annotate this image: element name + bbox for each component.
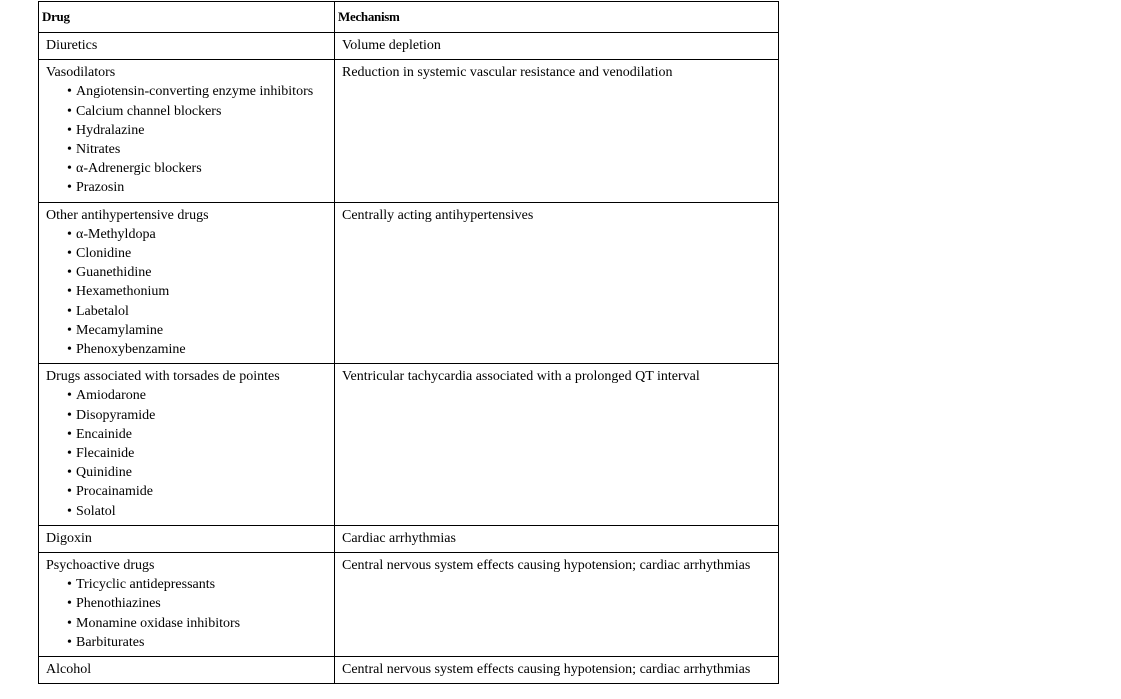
drug-name: Quinidine (76, 465, 132, 481)
drug-list (46, 82, 334, 197)
table-row (39, 525, 779, 552)
drug-list-item (67, 633, 334, 652)
mechanism-text: Ventricular tachycardia associated with a prolonged QT interval (342, 369, 700, 385)
drug-cell (39, 60, 335, 202)
drug-category-name: Vasodilators (46, 65, 116, 81)
drug-cell (39, 525, 335, 552)
mechanism-cell (335, 33, 779, 60)
drug-list-item (67, 82, 334, 101)
bullet-icon: • (67, 446, 72, 462)
bullet-icon: • (67, 142, 72, 158)
bullet-icon: • (67, 122, 72, 138)
drug-category-name: Diuretics (46, 38, 98, 53)
mechanism-cell (335, 525, 779, 552)
bullet-icon: • (67, 226, 72, 242)
mechanism-text: Central nervous system effects causing hypotension; cardiac arrhythmias (342, 558, 751, 574)
mechanism-cell (335, 60, 779, 202)
bullet-icon: • (67, 503, 72, 519)
drug-list-item (67, 178, 334, 197)
drug-list-item (67, 463, 334, 482)
drug-list-item (67, 340, 334, 359)
drug-name: α-Adrenergic blockers (76, 161, 202, 177)
drug-name: Hydralazine (76, 122, 145, 138)
bullet-icon: • (67, 284, 72, 300)
drug-name: Encainide (76, 426, 132, 442)
drug-category-name: Digoxin (46, 530, 92, 546)
drug-list-item (67, 502, 334, 521)
header-row (39, 2, 779, 33)
drug-category-name: Psychoactive drugs (46, 558, 155, 574)
drug-list-item (67, 575, 334, 594)
bullet-icon: • (67, 246, 72, 262)
mechanism-text: Cardiac arrhythmias (342, 530, 456, 546)
drug-category-name: Alcohol (46, 662, 92, 678)
drug-name: Hexamethonium (76, 284, 170, 300)
bullet-icon: • (67, 84, 72, 100)
table-row (39, 364, 779, 526)
bullet-icon: • (67, 465, 72, 481)
drug-cell (39, 553, 335, 657)
drug-name: Nitrates (76, 142, 121, 158)
drug-name: Monamine oxidase inhibitors (76, 615, 241, 631)
drug-list (46, 225, 334, 359)
drug-cell (39, 657, 335, 684)
drug-list-item (67, 159, 334, 178)
header-mechanism: Mechanism (335, 2, 779, 33)
bullet-icon: • (67, 634, 72, 650)
drug-category-name: Other antihypertensive drugs (46, 207, 209, 223)
bullet-icon: • (67, 322, 72, 338)
drug-name: Mecamylamine (76, 322, 164, 338)
drug-list-item (67, 321, 334, 340)
bullet-icon: • (67, 388, 72, 404)
drug-name: Phenothiazines (76, 596, 161, 612)
table-row (39, 657, 779, 684)
mechanism-text: Central nervous system effects causing hypotension; cardiac arrhythmias (342, 662, 751, 678)
bullet-icon: • (67, 303, 72, 319)
mechanism-cell (335, 657, 779, 684)
bullet-icon: • (67, 484, 72, 500)
drug-list-item (67, 282, 334, 301)
table-row (39, 202, 779, 364)
drug-category-name: Drugs associated with torsades de pointes (46, 369, 280, 385)
drug-mechanism-table (38, 1, 779, 684)
drug-name: Disopyramide (76, 407, 156, 423)
drug-list-item (67, 140, 334, 159)
drug-list-item (67, 386, 334, 405)
table-row (39, 33, 779, 60)
drug-list-item (67, 594, 334, 613)
drug-name: Clonidine (76, 246, 132, 262)
drug-list-item (67, 406, 334, 425)
drug-list-item (67, 244, 334, 263)
drug-list (46, 575, 334, 652)
mechanism-cell (335, 202, 779, 364)
bullet-icon: • (67, 103, 72, 119)
drug-name: Barbiturates (76, 634, 145, 650)
drug-list-item (67, 121, 334, 140)
bullet-icon: • (67, 161, 72, 177)
drug-name: Prazosin (76, 180, 125, 196)
drug-name: Flecainide (76, 446, 135, 462)
table-row (39, 60, 779, 202)
drug-name: Solatol (76, 503, 116, 519)
mechanism-text: Reduction in systemic vascular resistance and venodilation (342, 65, 673, 81)
drug-list-item (67, 444, 334, 463)
bullet-icon: • (67, 407, 72, 423)
drug-list-item (67, 302, 334, 321)
bullet-icon: • (67, 577, 72, 593)
mechanism-text: Centrally acting antihypertensives (342, 207, 534, 223)
drug-name: Procainamide (76, 484, 153, 500)
mechanism-text: Volume depletion (342, 38, 441, 53)
drug-name: Calcium channel blockers (76, 103, 222, 119)
drug-cell (39, 364, 335, 526)
drug-list-item (67, 225, 334, 244)
drug-list-item (67, 425, 334, 444)
bullet-icon: • (67, 615, 72, 631)
drug-name: Tricyclic antidepressants (76, 577, 216, 593)
drug-list-item (67, 263, 334, 282)
header-drug: Drug (39, 2, 335, 33)
drug-list-item (67, 614, 334, 633)
bullet-icon: • (67, 180, 72, 196)
bullet-icon: • (67, 426, 72, 442)
mechanism-cell (335, 553, 779, 657)
drug-name: Phenoxybenzamine (76, 342, 186, 358)
bullet-icon: • (67, 596, 72, 612)
drug-name: Amiodarone (76, 388, 146, 404)
drug-list (46, 386, 334, 520)
drug-cell (39, 33, 335, 60)
bullet-icon: • (67, 265, 72, 281)
table-body (39, 33, 779, 684)
mechanism-cell (335, 364, 779, 526)
drug-name: Guanethidine (76, 265, 152, 281)
table-row (39, 553, 779, 657)
bullet-icon: • (67, 342, 72, 358)
drug-name: Angiotensin-converting enzyme inhibitors (76, 84, 314, 100)
drug-list-item (67, 482, 334, 501)
drug-list-item (67, 102, 334, 121)
drug-cell (39, 202, 335, 364)
drug-name: α-Methyldopa (76, 226, 156, 242)
drug-name: Labetalol (76, 303, 129, 319)
